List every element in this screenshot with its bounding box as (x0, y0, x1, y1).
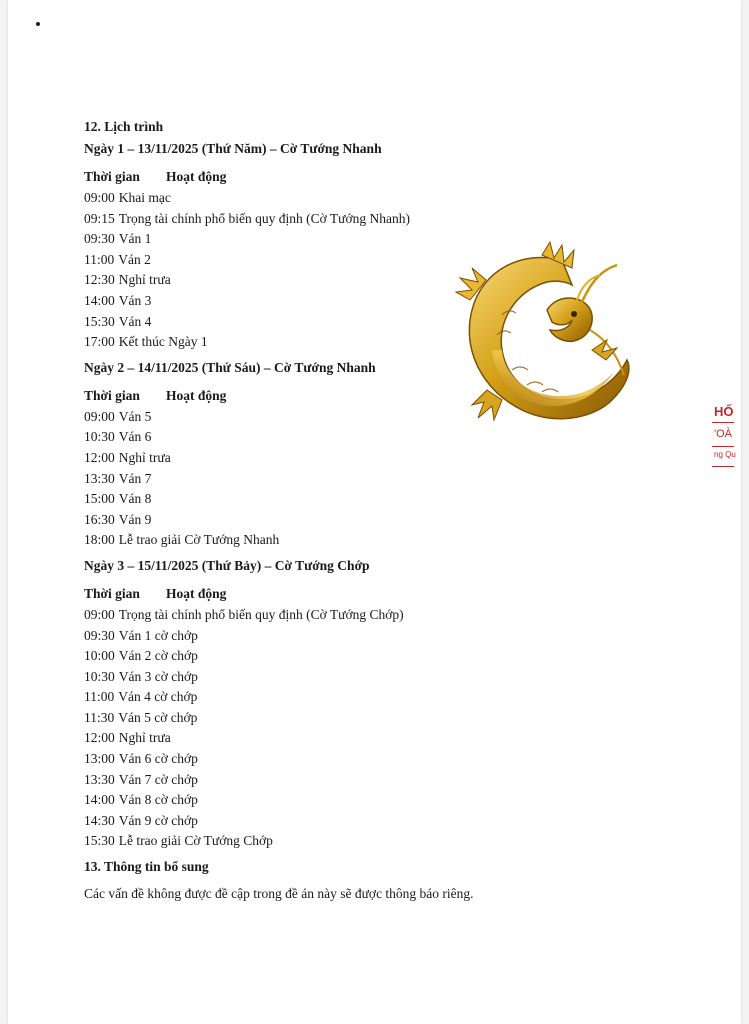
stamp-line-3: ng Qu (714, 450, 736, 459)
schedule-row (84, 510, 604, 531)
schedule-time: 10:30 (84, 429, 115, 445)
schedule-activity: Trọng tài chính phổ biến quy định (Cờ Tướng Chớp) (118, 606, 404, 622)
day-3-rows (84, 605, 604, 852)
schedule-activity: Ván 7 (118, 470, 152, 486)
stamp-divider (712, 446, 734, 447)
schedule-activity: Lễ trao giải Cờ Tướng Chớp (118, 833, 273, 849)
schedule-activity: Ván 3 (118, 292, 152, 308)
red-stamp-fragment (708, 400, 738, 480)
stamp-line-1: HỐ (714, 404, 734, 419)
schedule-time: 14:00 (84, 792, 115, 808)
schedule-time: 16:30 (84, 511, 115, 527)
schedule-activity: Ván 1 cờ chớp (118, 627, 198, 643)
schedule-time: 09:00 (84, 606, 115, 622)
schedule-row (84, 489, 604, 510)
schedule-row (84, 646, 604, 667)
schedule-activity: Kết thúc Ngày 1 (118, 334, 208, 350)
col-time-label: Thời gian (84, 169, 140, 184)
day-3-column-header (84, 583, 604, 605)
schedule-row (84, 469, 604, 490)
col-time-label: Thời gian (84, 387, 140, 403)
col-activity-label: Hoạt động (166, 169, 227, 184)
schedule-activity: Ván 5 cờ chớp (118, 709, 198, 725)
schedule-row (84, 770, 604, 791)
schedule-activity: Ván 2 cờ chớp (118, 648, 198, 664)
schedule-time: 15:30 (84, 833, 115, 849)
day-3-title: Ngày 3 – 15/11/2025 (Thứ Bảy) – Cờ Tướng Chớp (84, 557, 370, 573)
col-activity-label: Hoạt động (166, 585, 227, 601)
schedule-time: 09:15 (84, 210, 115, 226)
schedule-activity: Ván 9 cờ chớp (118, 812, 198, 828)
schedule-row (84, 708, 604, 729)
col-time-label: Thời gian (84, 585, 140, 601)
schedule-activity: Ván 4 (118, 313, 152, 329)
schedule-row (84, 790, 604, 811)
schedule-activity: Ván 4 cờ chớp (118, 689, 198, 705)
schedule-activity: Nghỉ trưa (118, 730, 171, 746)
section-12-title: 12. Lịch trình (84, 119, 164, 134)
schedule-time: 14:00 (84, 292, 115, 308)
schedule-time: 09:00 (84, 190, 115, 205)
schedule-row (84, 605, 604, 626)
day-1-title: Ngày 1 – 13/11/2025 (Thứ Năm) – Cờ Tướng Nhanh (84, 141, 382, 156)
schedule-time: 10:00 (84, 648, 115, 664)
stamp-divider (712, 422, 734, 423)
schedule-activity: Ván 7 cờ chớp (118, 771, 198, 787)
schedule-time: 12:00 (84, 449, 115, 465)
day-1-column-header (84, 166, 604, 188)
schedule-time: 17:00 (84, 334, 115, 350)
schedule-time: 14:30 (84, 812, 115, 828)
schedule-time: 13:00 (84, 751, 115, 767)
schedule-activity: Ván 2 (118, 251, 151, 267)
schedule-activity: Ván 3 cờ chớp (118, 668, 198, 684)
schedule-activity: Ván 9 (118, 511, 152, 527)
schedule-time: 12:30 (84, 272, 115, 288)
schedule-row (84, 687, 604, 708)
schedule-activity: Ván 1 (118, 231, 152, 247)
schedule-time: 09:30 (84, 231, 115, 247)
schedule-time: 09:00 (84, 408, 115, 424)
schedule-row (84, 209, 604, 230)
day-3-section (84, 555, 604, 852)
schedule-time: 10:30 (84, 668, 115, 684)
schedule-time: 09:30 (84, 627, 115, 643)
schedule-activity: Trọng tài chính phổ biến quy định (Cờ Tướng Nhanh) (118, 210, 410, 226)
stamp-divider (712, 466, 734, 467)
stamp-line-2: 'OÀ (714, 428, 732, 440)
schedule-time: 18:00 (84, 532, 115, 548)
day-2-title: Ngày 2 – 14/11/2025 (Thứ Sáu) – Cờ Tướng Nhanh (84, 359, 376, 375)
schedule-activity: Ván 8 cờ chớp (118, 792, 198, 808)
schedule-activity: Ván 6 (118, 429, 152, 445)
schedule-row (84, 749, 604, 770)
schedule-row (84, 667, 604, 688)
schedule-activity: Lễ trao giải Cờ Tướng Nhanh (118, 532, 280, 548)
schedule-row (84, 728, 604, 749)
schedule-row (84, 626, 604, 647)
schedule-time: 11:30 (84, 709, 115, 725)
scan-dot (36, 22, 40, 26)
schedule-activity: Khai mạc (118, 190, 171, 205)
schedule-time: 15:30 (84, 313, 115, 329)
schedule-row (84, 188, 604, 209)
document-content (84, 116, 604, 904)
schedule-time: 13:30 (84, 470, 115, 486)
schedule-row (84, 831, 604, 852)
schedule-row (84, 530, 604, 551)
schedule-activity: Ván 8 (118, 491, 152, 507)
schedule-activity: Ván 5 (118, 408, 152, 424)
schedule-row (84, 448, 604, 469)
schedule-time: 11:00 (84, 689, 115, 705)
schedule-activity: Ván 6 cờ chớp (118, 751, 198, 767)
schedule-time: 13:30 (84, 771, 115, 787)
schedule-time: 11:00 (84, 251, 115, 267)
schedule-activity: Nghỉ trưa (118, 449, 171, 465)
golden-dragon-icon (442, 240, 637, 440)
schedule-time: 12:00 (84, 730, 115, 746)
schedule-row (84, 811, 604, 832)
section-13-title: 13. Thông tin bổ sung (84, 859, 209, 875)
schedule-activity: Nghỉ trưa (118, 272, 171, 288)
section-13-text: Các vấn đề không được đề cập trong đề án này sẽ được thông báo riêng. (84, 886, 474, 902)
document-page (8, 0, 741, 1024)
col-activity-label: Hoạt động (166, 387, 227, 403)
schedule-time: 15:00 (84, 491, 115, 507)
